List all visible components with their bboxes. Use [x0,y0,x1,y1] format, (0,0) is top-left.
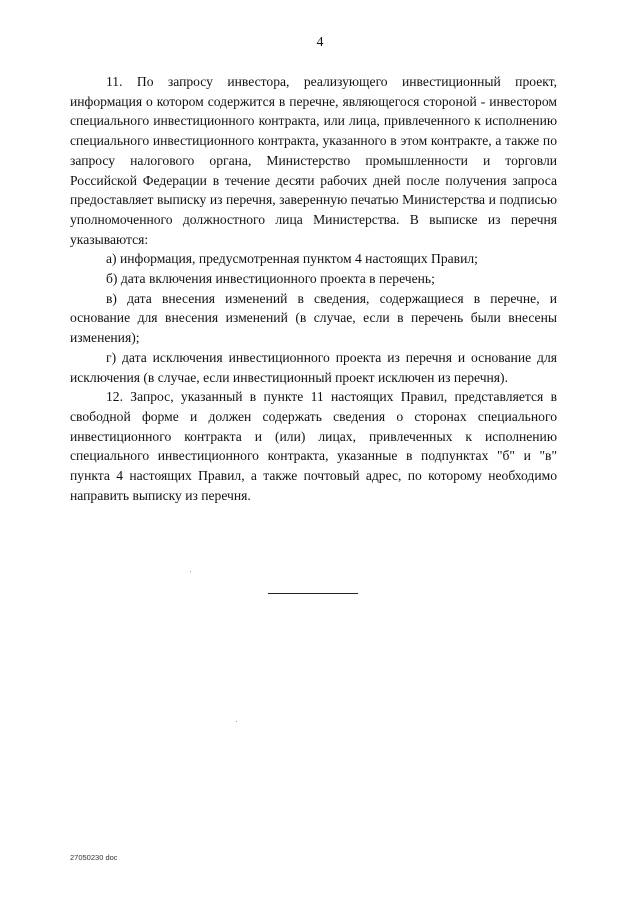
file-reference: 27050230 doc [70,853,118,862]
document-body [70,72,557,505]
scan-speck [190,571,191,572]
end-separator-line [268,593,358,594]
page-number: 4 [316,35,324,50]
clause-11-intro: 11. По запросу инвестора, реализующего инвестиционный проект, информация о котором содержится в перечне, являющегося стороной - инвестором специального инвестиционного контракта, или лица, привлеченного к исполнению специального инвестиционного контракта, указанного в этом контракте, а также по запросу налогового органа, Министерство промышленности и торговли Российской Федерации в течение десяти рабочих дней после получения запроса предоставляет выписку из перечня, заверенную печатью Министерства и подписью уполномоченного должностного лица Министерства. В выписке из перечня указываются: [70,74,557,247]
clause-11-item-v: в) дата внесения изменений в сведения, содержащиеся в перечне, и основание для внесения изменений (в случае, если в перечень были внесены изменения); [70,290,557,346]
scan-speck [236,721,237,722]
clause-11-item-a: а) информация, предусмотренная пунктом 4 настоящих Правил; [106,251,478,267]
clause-11-item-b: б) дата включения инвестиционного проекта в перечень; [106,271,435,287]
clause-11-item-g: г) дата исключения инвестиционного проекта из перечня и основание для исключения (в случае, если инвестиционный проект исключен из перечня). [70,349,557,385]
clause-12: 12. Запрос, указанный в пункте 11 настоящих Правил, представляется в свободной форме и должен содержать сведения о сторонах специального инвестиционного контракта и (или) лицах, привлеченных к исполнению специального инвестиционного контракта, указанные в подпунктах "б" и "в" пункта 4 настоящих Правил, а также почтовый адрес, по которому необходимо направить выписку из перечня. [70,389,557,503]
